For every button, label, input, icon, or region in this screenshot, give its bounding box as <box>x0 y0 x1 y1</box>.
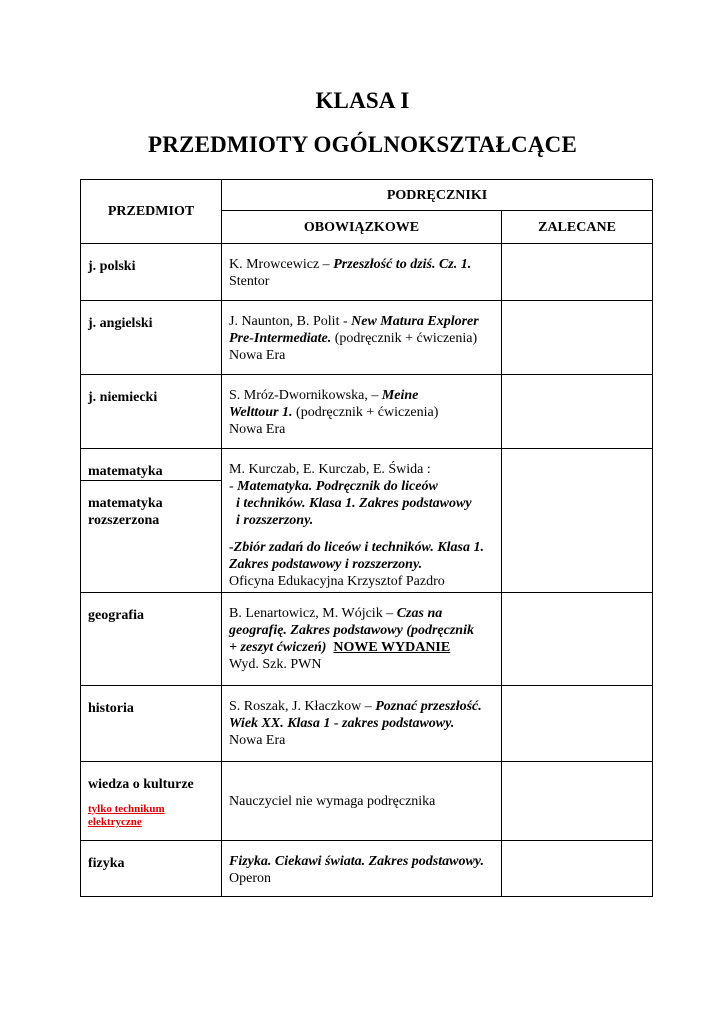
subject-cell: j. niemiecki <box>81 375 222 449</box>
table-row <box>81 593 653 686</box>
recommended-cell <box>502 686 653 762</box>
class-heading: KLASA I <box>315 88 410 113</box>
recommended-cell <box>502 244 653 301</box>
subject-cell: fizyka <box>81 841 222 897</box>
table-row <box>81 301 653 375</box>
recommended-cell <box>502 593 653 686</box>
subject-cell: historia <box>81 686 222 762</box>
subject-cell: matematyka rozszerzona <box>81 481 222 593</box>
header-recommended: ZALECANE <box>502 211 653 244</box>
book-cell: K. Mrowcewicz – Przeszłość to dziś. Cz. 1. Stentor <box>222 244 502 301</box>
subject-cell: j. polski <box>81 244 222 301</box>
book-cell: B. Lenartowicz, M. Wójcik – Czas na geografię. Zakres podstawowy (podręcznik + zeszyt ćwiczeń) NOWE WYDANIE Wyd. Szk. PWN <box>222 593 502 686</box>
table-row <box>81 375 653 449</box>
recommended-cell <box>502 841 653 897</box>
page-title: PRZEDMIOTY OGÓLNOKSZTAŁCĄCE <box>147 132 578 157</box>
book-cell: J. Naunton, B. Polit - New Matura Explorer Pre-Intermediate. (podręcznik + ćwiczenia) Nowa Era <box>222 301 502 375</box>
recommended-cell <box>502 301 653 375</box>
subject-cell: j. angielski <box>81 301 222 375</box>
technikum-note: tylko technikum elektryczne <box>88 803 165 828</box>
table-row <box>81 841 653 897</box>
book-cell: M. Kurczab, E. Kurczab, E. Świda : - Matematyka. Podręcznik do liceów i techników. Klasa 1. Zakres podstawowy i rozszerzony. -Zbiór zadań do liceów i techników. Klasa 1. Zakres podstawowy i rozszerzony. Oficyna Edukacyjna Krzysztof Pazdro <box>222 449 502 593</box>
recommended-cell <box>502 762 653 841</box>
recommended-cell <box>502 375 653 449</box>
table-row <box>81 244 653 301</box>
book-cell: Nauczyciel nie wymaga podręcznika <box>222 762 502 841</box>
book-cell: S. Mróz-Dwornikowska, – Meine Welttour 1. (podręcznik + ćwiczenia) Nowa Era <box>222 375 502 449</box>
header-subject: PRZEDMIOT <box>81 180 222 244</box>
table-row <box>81 686 653 762</box>
header-required: OBOWIĄZKOWE <box>222 211 502 244</box>
book-cell: S. Roszak, J. Kłaczkow – Poznać przeszłość. Wiek XX. Klasa 1 - zakres podstawowy. Nowa Era <box>222 686 502 762</box>
table-row <box>81 762 653 841</box>
textbook-table <box>80 179 653 897</box>
subject-cell: geografia <box>81 593 222 686</box>
subject-cell: matematyka <box>81 449 222 481</box>
recommended-cell <box>502 449 653 593</box>
subject-cell: wiedza o kulturze tylko technikum elektryczne <box>81 762 222 841</box>
new-edition-label: NOWE WYDANIE <box>333 640 451 655</box>
book-cell: Fizyka. Ciekawi świata. Zakres podstawowy. Operon <box>222 841 502 897</box>
header-books: PODRĘCZNIKI <box>222 180 653 211</box>
table-row <box>81 449 653 481</box>
